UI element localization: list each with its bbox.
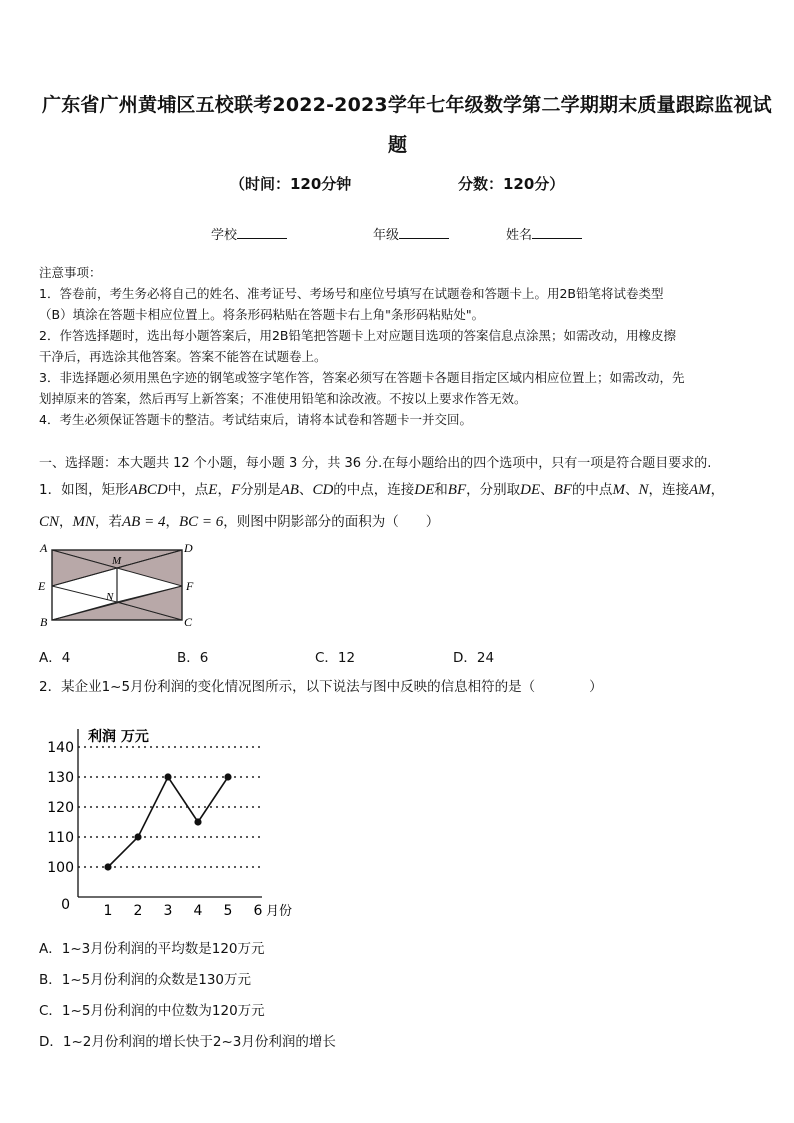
y-tick-label: 120	[47, 800, 74, 816]
q1-var: DE	[520, 482, 541, 498]
q1-text: 分别是	[240, 482, 281, 498]
data-point	[134, 833, 141, 840]
section-heading: 一、选择题：本大题共 12 个小题，每小题 3 分，共 36 分.在每小题给出的四个选项中，只有一项是符合题目要求的.	[39, 456, 712, 471]
q1-text: ，若	[95, 514, 123, 530]
q1-var: MN	[72, 514, 96, 530]
q1-var: AB = 4	[122, 514, 166, 530]
y-tick-label: 130	[47, 770, 74, 786]
label-f: F	[186, 579, 194, 593]
exam-score: 分数：120分）	[458, 175, 565, 193]
data-point	[194, 818, 201, 825]
label-m: M	[112, 555, 122, 567]
label-d: D	[184, 541, 193, 555]
q1-var: BF	[447, 482, 467, 498]
q1-text: ，	[217, 482, 231, 498]
q1-text: 、	[624, 482, 639, 498]
school-label: 学校	[211, 228, 238, 243]
notice-line: 划掉原来的答案，然后再写上新答案；不准使用铅笔和涂改液。不按以上要求作答无效。	[39, 391, 527, 406]
x-tick-label: 2	[133, 903, 143, 919]
y-axis-title: 利润 万元	[88, 729, 149, 745]
name-label: 姓名	[506, 228, 533, 243]
page-title-continued: 题	[388, 134, 408, 156]
q2-option-d[interactable]: D．1~2月份利润的增长快于2~3月份利润的增长	[39, 1034, 336, 1050]
q2-option-a[interactable]: A．1~3月份利润的平均数是120万元	[39, 941, 265, 957]
q1-text: 、	[540, 482, 554, 498]
label-a: A	[40, 541, 48, 555]
notice-line: 2．作答选择题时，选出每小题答案后，用2B铅笔把答题卡上对应题目选项的答案信息点涂黑；如需改动，用橡皮擦	[39, 328, 676, 343]
notice-line: 3．非选择题必须用黑色字迹的钢笔或签字笔作答，答案必须写在答题卡各题目指定区域内相应位置上；如需改动，先	[39, 370, 685, 385]
x-tick-label: 6	[253, 903, 263, 919]
q1-var: CD	[312, 482, 334, 498]
school-blank[interactable]	[237, 226, 287, 239]
q1-option-a[interactable]: A．4	[39, 650, 71, 666]
q1-text: ，则图中阴影部分的面积为（ ）	[223, 514, 440, 530]
grade-field[interactable]	[373, 224, 449, 243]
q2-option-b[interactable]: B．1~5月份利润的众数是130万元	[39, 972, 252, 988]
q1-option-b[interactable]: B．6	[177, 650, 209, 666]
q1-text: ，	[59, 514, 73, 530]
q1-var: CN	[39, 514, 60, 530]
grade-blank[interactable]	[399, 226, 449, 239]
q1-text: 、	[298, 482, 313, 498]
y-tick-label: 100	[47, 860, 74, 876]
q1-var: AB	[280, 482, 299, 498]
q1-var: ABCD	[128, 482, 168, 498]
q1-text: ，	[165, 514, 179, 530]
label-n: N	[106, 591, 114, 603]
exam-time: （时间：120分钟	[230, 175, 352, 193]
q1-option-c[interactable]: C．12	[315, 650, 356, 666]
grade-label: 年级	[373, 228, 400, 243]
q1-var: BF	[553, 482, 572, 498]
x-tick-label: 1	[103, 903, 113, 919]
q1-stem-line2	[39, 510, 439, 531]
data-point	[224, 773, 231, 780]
q1-var: M	[612, 482, 625, 498]
q1-text: 的中点，连接	[333, 482, 415, 498]
y-tick-label: 140	[47, 740, 74, 756]
data-point	[104, 863, 111, 870]
notice-line: 1．答卷前，考生务必将自己的姓名、准考证号、考场号和座位号填写在试题卷和答题卡上。用2B铅笔将试卷类型	[39, 286, 664, 301]
q1-var: N	[638, 482, 649, 498]
x-tick-label: 3	[163, 903, 173, 919]
data-point	[164, 773, 171, 780]
q1-text: 中，点	[167, 482, 209, 498]
profit-line-chart	[44, 705, 316, 925]
q1-text: 1．如图，矩形	[39, 482, 129, 498]
x-axis-title: 月份	[266, 904, 293, 919]
q1-option-d[interactable]: D．24	[453, 650, 495, 666]
x-tick-label: 4	[193, 903, 203, 919]
label-e: E	[38, 579, 46, 593]
q1-var: E	[208, 482, 218, 498]
q1-stem-line1	[39, 478, 724, 499]
name-blank[interactable]	[532, 226, 582, 239]
q1-var: BC = 6	[178, 514, 224, 530]
q1-text: ，连接	[648, 482, 689, 498]
q1-var: DE	[414, 482, 435, 498]
q1-var: AM	[688, 482, 711, 498]
q1-text: 的中点	[571, 482, 613, 498]
q1-text: ，分别取	[466, 482, 521, 498]
label-c: C	[184, 615, 193, 629]
y-tick-label: 110	[47, 830, 74, 846]
name-field[interactable]	[506, 224, 582, 243]
q1-var: F	[230, 482, 241, 498]
label-b: B	[40, 615, 48, 629]
q1-text: 和	[434, 482, 448, 498]
q2-stem: 2．某企业1~5月份利润的变化情况图所示，以下说法与图中反映的信息相符的是（ ）	[39, 679, 603, 695]
x-tick-label: 5	[223, 903, 233, 919]
origin-label: 0	[61, 897, 70, 913]
notice-heading: 注意事项：	[39, 265, 102, 280]
notice-line: （B）填涂在答题卡相应位置上。将条形码粘贴在答题卡右上角"条形码粘贴处"。	[39, 307, 485, 322]
school-field[interactable]	[211, 224, 287, 243]
series-line	[108, 777, 228, 867]
notice-line: 干净后，再选涂其他答案。答案不能答在试题卷上。	[39, 349, 327, 364]
notice-line: 4．考生必须保证答题卡的整洁。考试结束后，请将本试卷和答题卡一并交回。	[39, 412, 472, 427]
page-title: 广东省广州黄埔区五校联考2022-2023学年七年级数学第二学期期末质量跟踪监视试	[42, 94, 772, 116]
rectangle-figure	[34, 540, 204, 632]
q1-text: ，	[710, 482, 725, 498]
q2-option-c[interactable]: C．1~5月份利润的中位数为120万元	[39, 1003, 265, 1019]
